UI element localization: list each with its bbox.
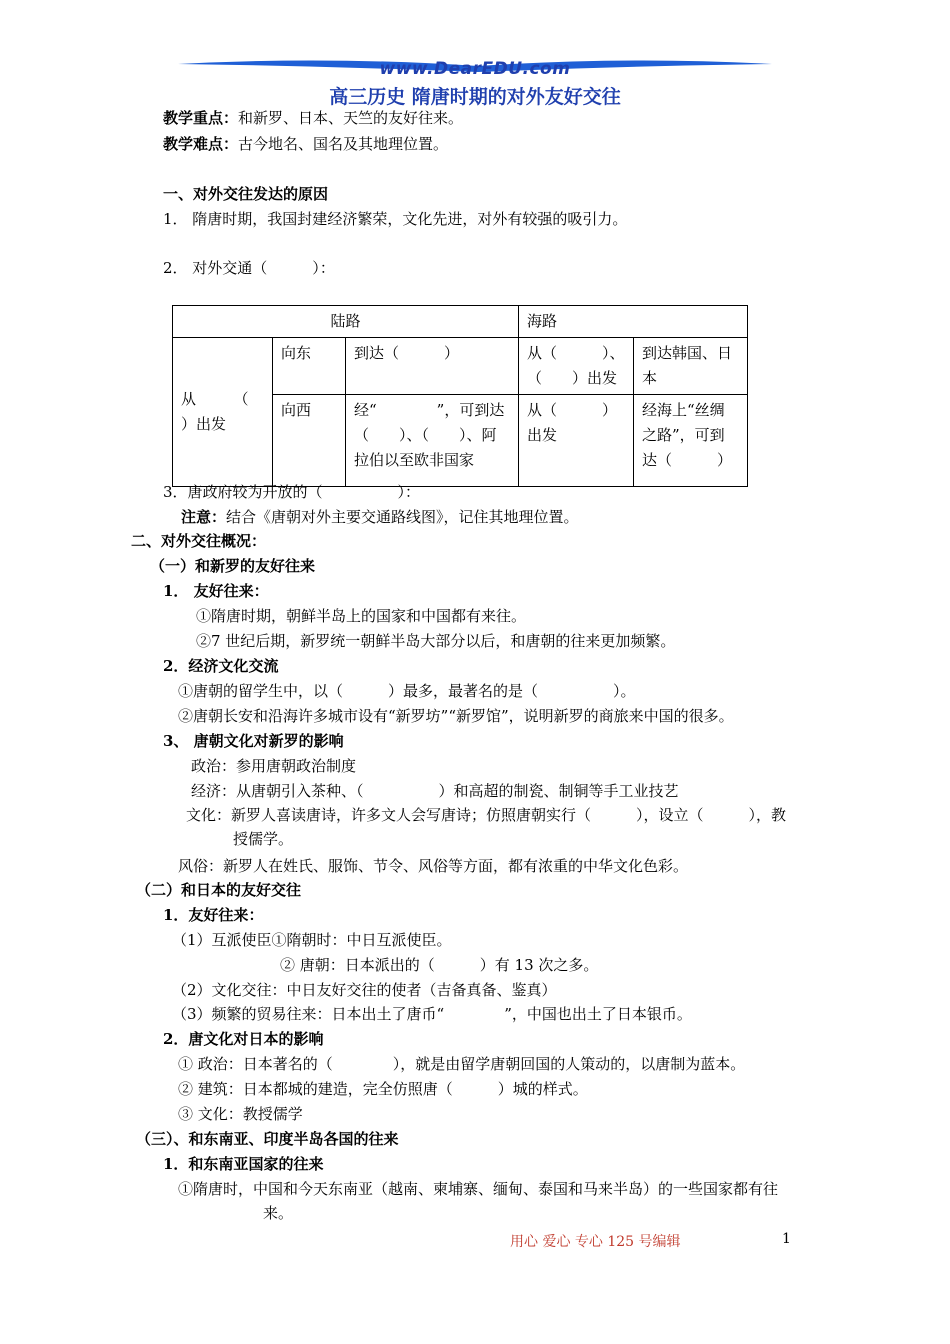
japan-line-1: （1）互派使臣①隋朝时：中日互派使臣。 [172, 931, 452, 949]
southeast-asia-point-1-heading: 1．和东南亚国家的往来 [163, 1155, 324, 1173]
japan-heading: （二）和日本的友好交往 [136, 881, 302, 899]
table-sea-route-1-destination: 到达韩国、日本 [634, 338, 748, 395]
japan-line-3: （2）文化交往：中日友好交往的使者（吉备真备、鉴真） [172, 981, 557, 999]
teaching-difficulty [163, 134, 448, 154]
note-text: 结合《唐朝对外主要交通路线图》，记住其地理位置。 [226, 508, 579, 526]
silla-customs: 风俗：新罗人在姓氏、服饰、节令、风俗等方面，都有浓重的中华文化色彩。 [178, 857, 689, 875]
table-west-destination: 经“ ”，可到达（ ）、（ ）、阿拉伯以至欧非国家 [346, 395, 519, 487]
southeast-asia-line-1-cont: 来。 [263, 1204, 294, 1222]
table-origin-cell: 从 （ ）出发 [173, 338, 273, 487]
japan-point-2-heading: 2．唐文化对日本的影响 [163, 1030, 324, 1048]
site-logo: www.DearEDU.com [379, 59, 571, 79]
teaching-difficulty-text: 古今地名、国名及其地理位置。 [238, 135, 449, 153]
silla-economy: 经济：从唐朝引入茶种、（ ）和高超的制瓷、制铜等手工业技艺 [191, 782, 679, 800]
silla-culture-cont: 授儒学。 [233, 830, 294, 848]
silla-point-3-heading: 3、 唐朝文化对新罗的影响 [163, 732, 344, 750]
section-1-point-2: 2． 对外交通（ ）： [163, 259, 335, 277]
table-east-label: 向东 [273, 338, 346, 395]
transport-routes-table [172, 305, 748, 487]
silla-culture: 文化：新罗人喜读唐诗，许多文人会写唐诗；仿照唐朝实行（ ），设立（ ），教 [186, 806, 787, 824]
southeast-asia-heading: （三）、和东南亚、印度半岛各国的往来 [136, 1130, 399, 1148]
japan-architecture: ② 建筑：日本都城的建造，完全仿照唐（ ）城的样式。 [178, 1080, 588, 1098]
note-label: 注意： [181, 508, 227, 526]
southeast-asia-line-1: ①隋唐时，中国和今天东南亚（越南、柬埔寨、缅甸、泰国和马来半岛）的一些国家都有往 [178, 1180, 779, 1198]
teaching-difficulty-label: 教学难点： [163, 135, 239, 153]
table-sea-route-2-origin: 从（ ）出发 [519, 395, 634, 487]
japan-line-4: （3）频繁的贸易往来：日本出土了唐币“ ”，中国也出土了日本银币。 [172, 1005, 692, 1023]
silla-line-3: ①唐朝的留学生中，以（ ）最多，最著名的是（ ）。 [178, 682, 636, 700]
page-number: 1 [782, 1231, 791, 1247]
japan-line-2: ② 唐朝：日本派出的（ ）有 13 次之多。 [280, 956, 599, 974]
section-1-note [181, 507, 579, 527]
silla-point-2-heading: 2．经济文化交流 [163, 657, 279, 675]
teaching-key [163, 108, 463, 128]
japan-politics: ① 政治：日本著名的（ ），就是由留学唐朝回国的人策动的，以唐制为蓝本。 [178, 1055, 746, 1073]
footer-note: 用心 爱心 专心 125 号编辑 [510, 1234, 681, 1250]
silla-line-2: ②7 世纪后期，新罗统一朝鲜半岛大部分以后，和唐朝的往来更加频繁。 [196, 632, 676, 650]
page-title: 高三历史 隋唐时期的对外友好交往 [329, 86, 621, 108]
silla-line-1: ①隋唐时期，朝鲜半岛上的国家和中国都有来往。 [196, 607, 527, 625]
japan-culture: ③ 文化：教授儒学 [178, 1105, 303, 1123]
teaching-key-text: 和新罗、日本、天竺的友好往来。 [238, 109, 464, 127]
table-east-destination: 到达（ ） [346, 338, 519, 395]
section-1-point-3: 3．唐政府较为开放的（ ）： [163, 483, 421, 501]
table-sea-route-1-origin: 从（ ）、（ ）出发 [519, 338, 634, 395]
table-header-land: 陆路 [173, 306, 519, 338]
table-west-label: 向西 [273, 395, 346, 487]
teaching-key-label: 教学重点： [163, 109, 239, 127]
silla-heading: （一）和新罗的友好往来 [150, 557, 316, 575]
section-1-heading: 一、对外交往发达的原因 [163, 185, 329, 203]
silla-politics: 政治：参用唐朝政治制度 [191, 757, 357, 775]
japan-point-1-heading: 1．友好往来： [163, 906, 264, 924]
table-sea-route-2-destination: 经海上“丝绸之路”，可到达（ ） [634, 395, 748, 487]
silla-point-1-heading: 1． 友好往来： [163, 582, 269, 600]
silla-line-4: ②唐朝长安和沿海许多城市设有“新罗坊”“新罗馆”，说明新罗的商旅来中国的很多。 [178, 707, 734, 725]
section-2-heading: 二、对外交往概况： [131, 532, 267, 550]
section-1-point-1: 1． 隋唐时期，我国封建经济繁荣，文化先进，对外有较强的吸引力。 [163, 210, 628, 228]
table-header-sea: 海路 [519, 306, 748, 338]
